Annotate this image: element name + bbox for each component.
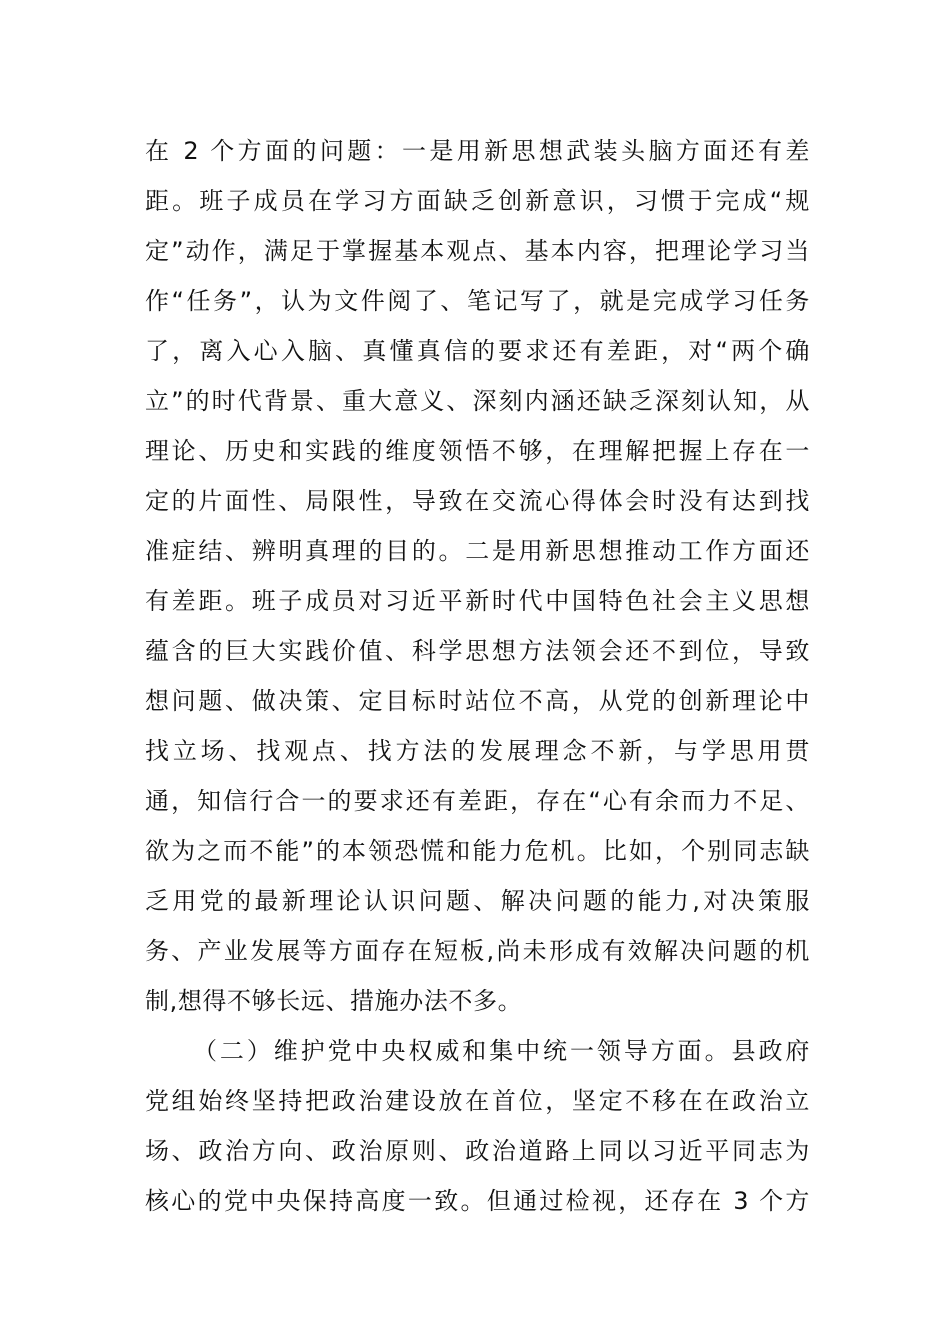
text-line: 乏用党的最新理论认识问题、解决问题的能力,对决策服 xyxy=(145,887,810,915)
text-line: 准症结、辨明真理的目的。二是用新思想推动工作方面还 xyxy=(145,537,810,565)
text-line: 作“任务”，认为文件阅了、笔记写了，就是完成学习任务 xyxy=(145,287,810,315)
text-line: 在 2 个方面的问题：一是用新思想武装头脑方面还有差 xyxy=(145,137,810,165)
text-line: 了，离入心入脑、真懂真信的要求还有差距，对“两个确 xyxy=(145,337,810,365)
text-line: 欲为之而不能”的本领恐慌和能力危机。比如，个别同志缺 xyxy=(145,837,810,865)
text-line: 通，知信行合一的要求还有差距，存在“心有余而力不足、 xyxy=(145,787,810,815)
section-heading-line: （二）维护党中央权威和集中统一领导方面。县政府 xyxy=(193,1037,810,1065)
paragraph-2 xyxy=(145,1026,810,1226)
text-line: 理论、历史和实践的维度领悟不够，在理解把握上存在一 xyxy=(145,437,810,465)
text-line: 场、政治方向、政治原则、政治道路上同以习近平同志为 xyxy=(145,1137,810,1165)
text-line: 党组始终坚持把政治建设放在首位，坚定不移在在政治立 xyxy=(145,1087,810,1115)
paragraph-1 xyxy=(145,126,810,1026)
text-line: 找立场、找观点、找方法的发展理念不新，与学思用贯 xyxy=(145,737,810,765)
text-line: 蕴含的巨大实践价值、科学思想方法领会还不到位，导致 xyxy=(145,637,810,665)
text-line: 核心的党中央保持高度一致。但通过检视，还存在 3 个方 xyxy=(145,1187,810,1215)
text-line: 定”动作，满足于掌握基本观点、基本内容，把理论学习当 xyxy=(145,237,810,265)
document-body xyxy=(145,126,810,1226)
text-line: 定的片面性、局限性，导致在交流心得体会时没有达到找 xyxy=(145,487,810,515)
text-line: 制,想得不够长远、措施办法不多。 xyxy=(145,987,523,1015)
text-line: 有差距。班子成员对习近平新时代中国特色社会主义思想 xyxy=(145,587,810,615)
text-line: 想问题、做决策、定目标时站位不高，从党的创新理论中 xyxy=(145,687,810,715)
text-line: 立”的时代背景、重大意义、深刻内涵还缺乏深刻认知，从 xyxy=(145,387,810,415)
text-line: 距。班子成员在学习方面缺乏创新意识，习惯于完成“规 xyxy=(145,187,810,215)
text-line: 务、产业发展等方面存在短板,尚未形成有效解决问题的机 xyxy=(145,937,810,965)
